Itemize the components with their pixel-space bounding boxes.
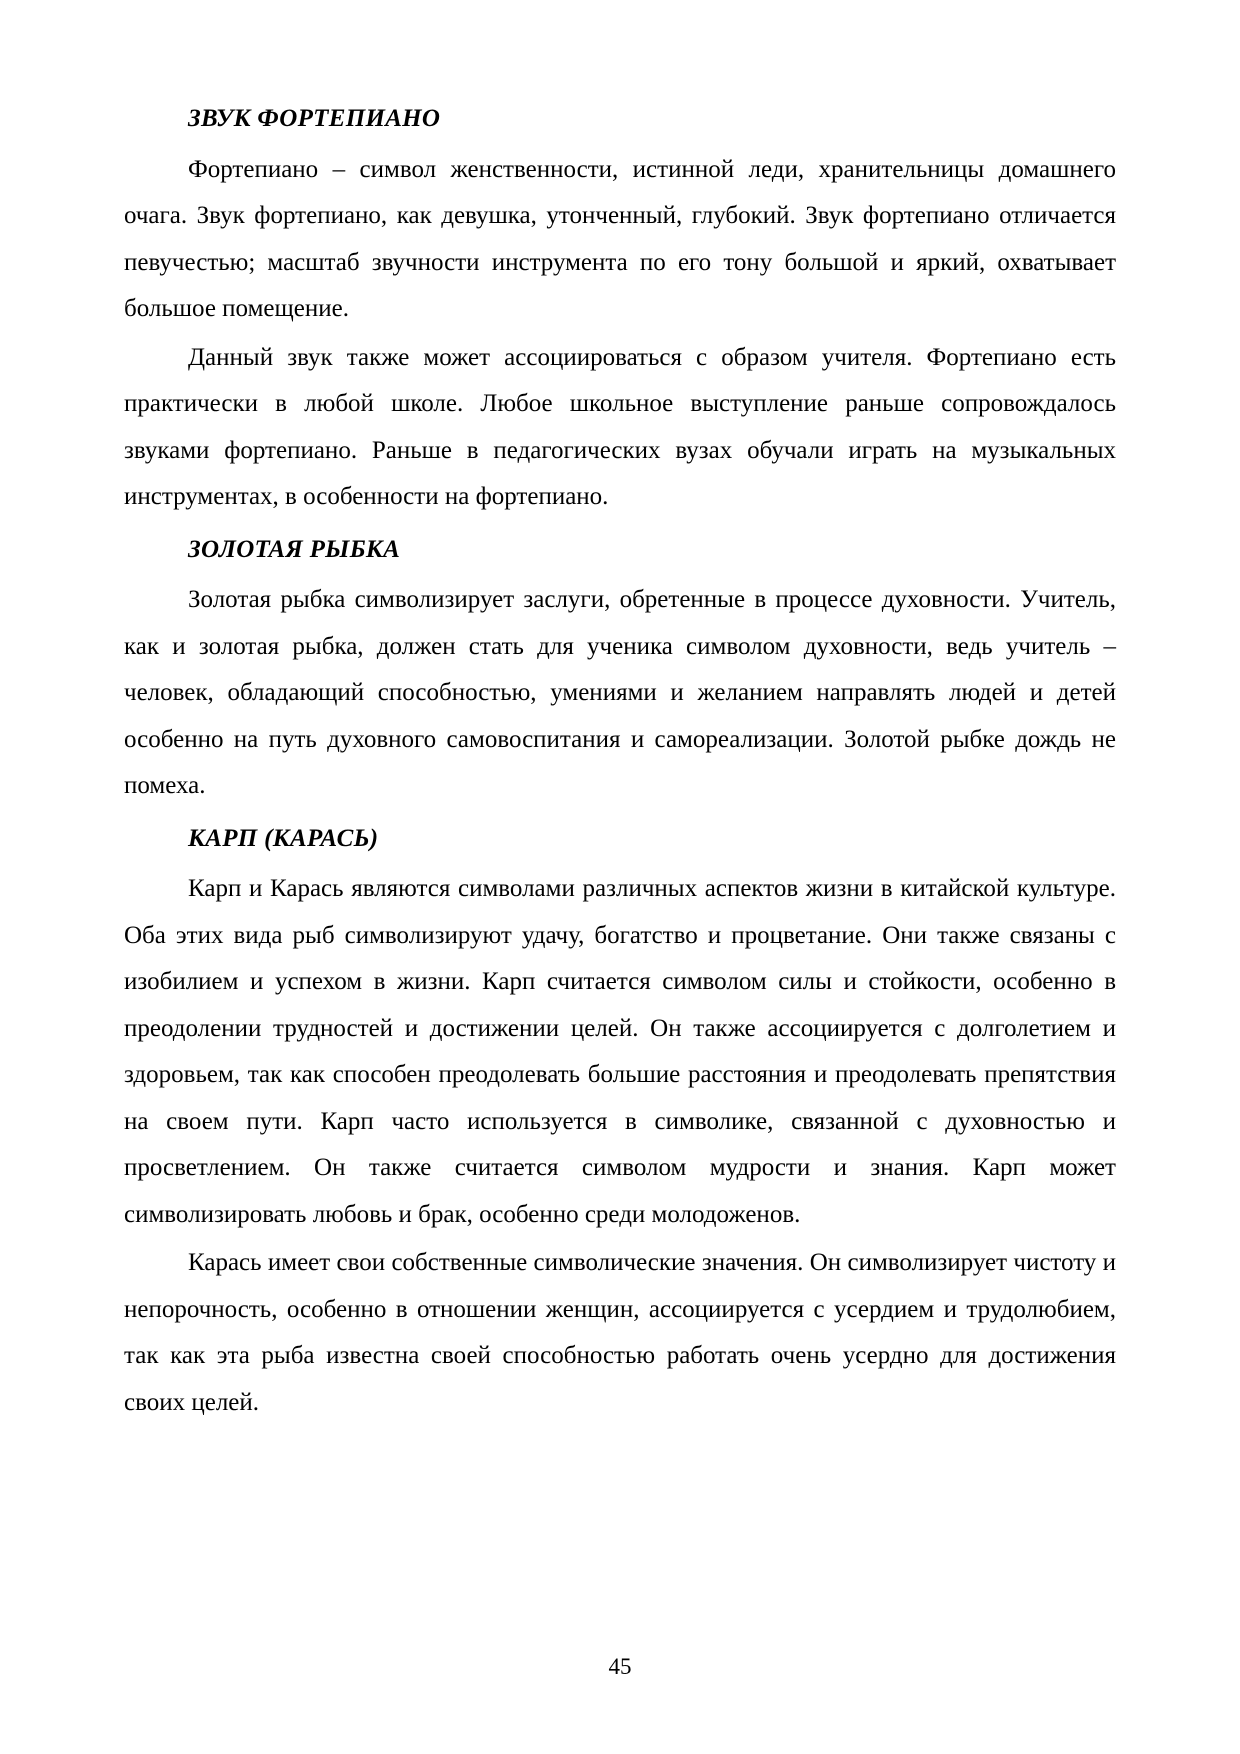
page-number: 45 [608,1654,632,1679]
document-body [124,96,1116,1426]
section-heading-goldfish: ЗОЛОТАЯ РЫБКА [188,535,401,563]
section-heading-piano: ЗВУК ФОРТЕПИАНО [188,105,441,132]
paragraph-piano-2: Данный звук также может ассоциироваться с образом учителя. Фортепиано есть практически в любой школе. Любое школьное выступление раньше сопровождалось звуками фортепиано. Раньше в педагогических вузах обучали играть на музыкальных инструментах, в особенности на фортепиано. [124,343,1116,510]
paragraph-piano-1: Фортепиано – символ женственности, истинной леди, хранительницы домашнего очага. Звук фортепиано, как девушка, утонченный, глубокий. Звук фортепиано отличается певучестью; масштаб звучности инструмента по его тону большой и яркий, охватывает большое помещение. [124,155,1116,322]
paragraph-carp-2: Карась имеет свои собственные символические значения. Он символизирует чистоту и непорочность, особенно в отношении женщин, ассоциируется с усердием и трудолюбием, так как эта рыба известна своей способностью работать очень усердно для достижения своих целей. [124,1249,1116,1416]
section-heading-carp: КАРП (КАРАСЬ) [188,824,379,852]
paragraph-carp-1: Карп и Карась являются символами различных аспектов жизни в китайской культуре. Оба этих вида рыб символизируют удачу, богатство и процветание. Они также связаны с изобилием и успехом в жизни. Карп считается символом силы и стойкости, особенно в преодолении трудностей и достижении целей. Он также ассоциируется с долголетием и здоровьем, так как способен преодолевать большие расстояния и преодолевать препятствия на своем пути. Карп часто используется в символике, связанной с духовностью и просветлением. Он также считается символом мудрости и знания. Карп может символизировать любовь и брак, особенно среди молодоженов. [124,875,1116,1228]
paragraph-goldfish-1: Золотая рыбка символизирует заслуги, обретенные в процессе духовности. Учитель, как и золотая рыбка, должен стать для ученика символом духовности, ведь учитель – человек, обладающий способностью, умениями и желанием направлять людей и детей особенно на путь духовного самовоспитания и самореализации. Золотой рыбке дождь не помеха. [124,586,1116,799]
